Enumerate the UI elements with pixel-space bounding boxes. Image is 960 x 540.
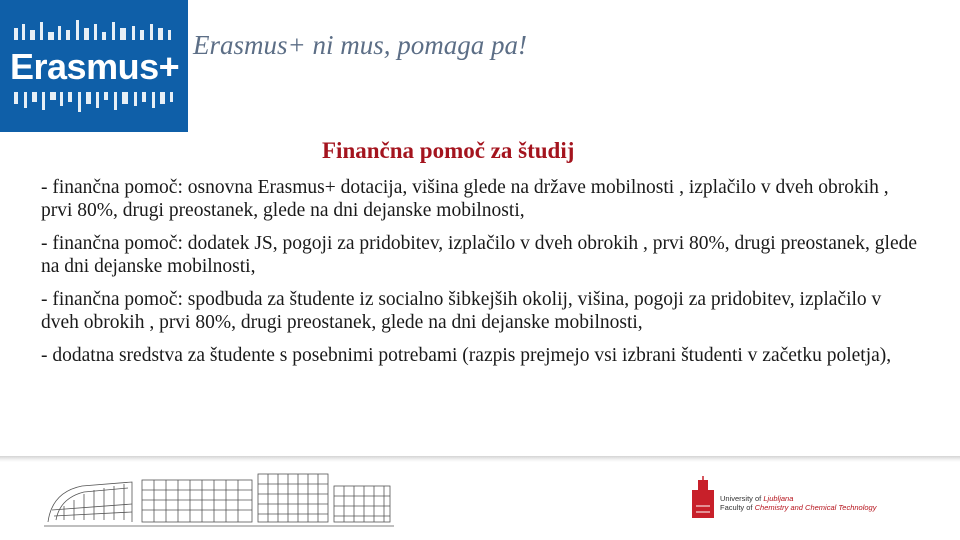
university-name <box>720 494 876 512</box>
erasmus-logo-text: Erasmus+ <box>10 46 180 87</box>
paragraph-2: - finančna pomoč: dodatek JS, pogoji za pridobitev, izplačilo v dveh obrokih , prvi 80%, drugi preostanek, glede na dni dejanske mobilnosti, <box>41 233 918 277</box>
page-title: Finančna pomoč za študij <box>322 138 575 163</box>
footer-divider <box>0 456 960 462</box>
paragraph-4: - dodatna sredstva za študente s posebnimi potrebami (razpis prejmejo vsi izbrani študenti v začetku poletja), <box>41 345 892 366</box>
slogan: Erasmus+ ni mus, pomaga pa! <box>193 30 527 60</box>
paragraph-1: - finančna pomoč: osnovna Erasmus+ dotacija, višina glede na države mobilnosti , izplačilo v dveh obrokih , prvi 80%, drugi preostanek, glede na dni dejanske mobilnosti, <box>41 177 889 221</box>
body-text <box>41 177 921 379</box>
faculty-building-illustration <box>42 470 396 528</box>
university-line-2: Faculty of Chemistry and Chemical Technology <box>720 503 877 512</box>
university-logo <box>690 474 915 524</box>
paragraph-3: - finančna pomoč: spodbuda za študente iz socialno šibkejših okolij, višina, pogoji za pridobitev, izplačilo v dveh obrokih , prvi 80%, drugi preostanek, glede na dni dejanske mobilnosti, <box>41 289 882 333</box>
university-crest-icon <box>690 476 716 520</box>
university-line-1: University of Ljubljana <box>720 494 794 503</box>
erasmus-logo <box>0 0 188 132</box>
